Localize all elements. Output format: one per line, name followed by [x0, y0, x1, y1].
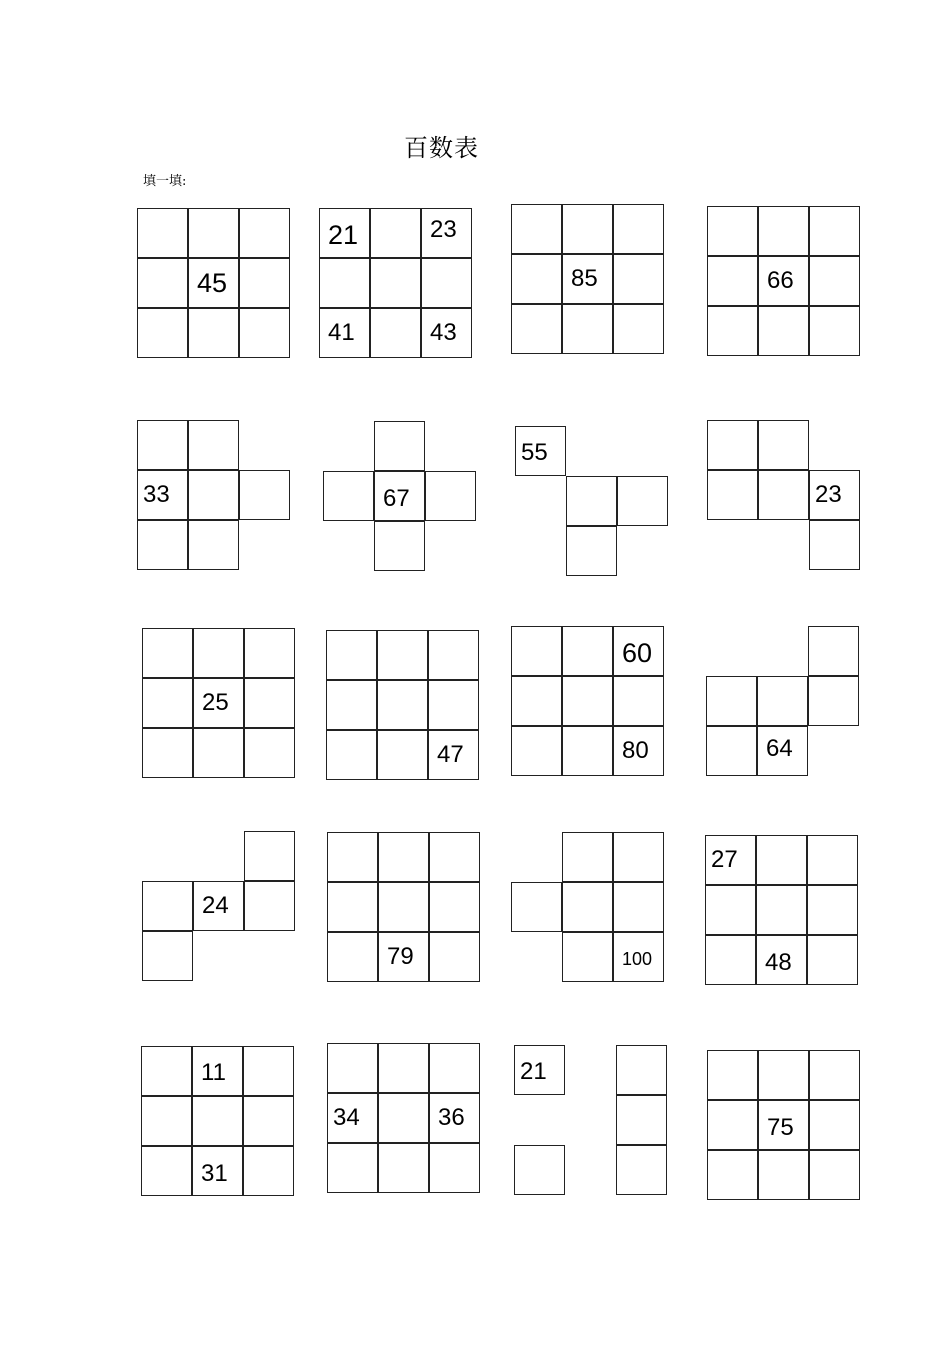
given-number: 64 [766, 735, 793, 762]
grid-cell[interactable] [188, 470, 239, 520]
given-number: 33 [143, 481, 170, 508]
grid-cell[interactable] [758, 206, 809, 256]
given-number: 23 [815, 481, 842, 508]
grid-cell[interactable] [137, 308, 188, 358]
grid-cell[interactable] [707, 1050, 758, 1100]
grid-cell[interactable] [616, 1045, 667, 1095]
grid-cell[interactable] [511, 676, 562, 726]
grid-cell[interactable] [141, 1096, 192, 1146]
instruction-text: 填一填: [143, 174, 187, 189]
grid-cell[interactable] [244, 628, 295, 678]
grid-cell[interactable] [141, 1046, 192, 1096]
grid-cell[interactable] [188, 308, 239, 358]
grid-cell[interactable] [707, 306, 758, 356]
grid-cell[interactable] [239, 258, 290, 308]
grid-cell[interactable] [327, 882, 378, 932]
grid-cell[interactable] [378, 1093, 429, 1143]
grid-cell[interactable] [327, 1143, 378, 1193]
grid-cell[interactable] [706, 676, 757, 726]
grid-cell[interactable] [613, 882, 664, 932]
page-title: 百数表 [404, 134, 479, 162]
grid-cell[interactable] [428, 630, 479, 680]
grid-cell[interactable] [707, 206, 758, 256]
grid-cell[interactable] [327, 932, 378, 982]
given-number: 24 [202, 892, 229, 919]
given-number: 23 [430, 216, 457, 243]
grid-cell[interactable] [137, 420, 188, 470]
grid-cell[interactable] [566, 526, 617, 576]
grid-cell[interactable] [378, 832, 429, 882]
grid-cell[interactable] [188, 208, 239, 258]
grid-cell[interactable] [809, 206, 860, 256]
given-number: 66 [767, 267, 794, 294]
grid-cell[interactable] [809, 1100, 860, 1150]
grid-cell[interactable] [141, 1146, 192, 1196]
given-number: 11 [201, 1059, 226, 1086]
grid-cell[interactable] [244, 831, 295, 881]
given-number: 27 [711, 846, 738, 873]
grid-cell[interactable] [428, 680, 479, 730]
grid-cell[interactable] [613, 254, 664, 304]
given-number: 45 [197, 268, 228, 298]
given-number: 75 [767, 1114, 794, 1141]
grid-cell[interactable] [511, 304, 562, 354]
grid-cell[interactable] [425, 471, 476, 521]
given-number: 21 [520, 1058, 547, 1085]
grid-cell[interactable] [239, 308, 290, 358]
grid-cell[interactable] [239, 208, 290, 258]
grid-cell[interactable] [758, 306, 809, 356]
grid-cell[interactable] [188, 420, 239, 470]
grid-cell[interactable] [562, 676, 613, 726]
given-number: 47 [437, 741, 464, 768]
grid-cell[interactable] [613, 832, 664, 882]
grid-cell[interactable] [616, 1145, 667, 1195]
grid-cell[interactable] [566, 476, 617, 526]
grid-cell[interactable] [511, 204, 562, 254]
grid-cell[interactable] [193, 728, 244, 778]
grid-cell[interactable] [808, 676, 859, 726]
grid-cell[interactable] [374, 421, 425, 471]
grid-cell[interactable] [707, 1100, 758, 1150]
grid-cell[interactable] [429, 882, 480, 932]
grid-cell[interactable] [707, 256, 758, 306]
grid-cell[interactable] [707, 420, 758, 470]
given-number: 100 [622, 949, 653, 969]
grid-cell[interactable] [137, 520, 188, 570]
given-number: 55 [521, 439, 548, 466]
grid-cell[interactable] [326, 730, 377, 780]
grid-cell[interactable] [613, 304, 664, 354]
grid-cell[interactable] [809, 1150, 860, 1200]
grid-cell[interactable] [370, 308, 421, 358]
given-number: 67 [383, 485, 410, 512]
grid-cell[interactable] [562, 832, 613, 882]
given-number: 21 [328, 220, 359, 250]
given-number: 25 [202, 689, 229, 716]
grid-cell[interactable] [807, 885, 858, 935]
grid-cell[interactable] [370, 208, 421, 258]
grid-cell[interactable] [192, 1096, 243, 1146]
grid-cell[interactable] [421, 258, 472, 308]
grid-cell[interactable] [511, 726, 562, 776]
grid-cell[interactable] [319, 258, 370, 308]
grid-cell[interactable] [562, 304, 613, 354]
grid-cell[interactable] [562, 626, 613, 676]
grid-cell[interactable] [429, 1143, 480, 1193]
given-number: 79 [387, 943, 414, 970]
given-number: 60 [622, 638, 653, 668]
given-number: 80 [622, 737, 649, 764]
given-number: 41 [328, 319, 355, 346]
grid-cell[interactable] [808, 626, 859, 676]
grid-cell[interactable] [137, 208, 188, 258]
grid-cell[interactable] [757, 676, 808, 726]
grid-cell[interactable] [374, 521, 425, 571]
grid-cell[interactable] [142, 628, 193, 678]
grid-cell[interactable] [809, 520, 860, 570]
grid-cell[interactable] [511, 626, 562, 676]
grid-cell[interactable] [142, 881, 193, 931]
grid-cell[interactable] [244, 678, 295, 728]
given-number: 34 [333, 1104, 360, 1131]
grid-cell[interactable] [243, 1046, 294, 1096]
grid-cell[interactable] [378, 1043, 429, 1093]
grid-cell[interactable] [809, 306, 860, 356]
given-number: 48 [765, 949, 792, 976]
given-number: 36 [438, 1104, 465, 1131]
grid-cell[interactable] [756, 835, 807, 885]
grid-cell[interactable] [562, 882, 613, 932]
grid-cell[interactable] [327, 1043, 378, 1093]
grid-cell[interactable] [707, 470, 758, 520]
given-number: 43 [430, 319, 457, 346]
grid-cell[interactable] [377, 680, 428, 730]
grid-cell[interactable] [758, 1150, 809, 1200]
grid-cell[interactable] [807, 835, 858, 885]
grid-cell[interactable] [511, 882, 562, 932]
grid-cell[interactable] [326, 630, 377, 680]
grid-cell[interactable] [809, 256, 860, 306]
given-number: 85 [571, 265, 598, 292]
grid-cell[interactable] [514, 1145, 565, 1195]
grid-cell[interactable] [243, 1096, 294, 1146]
grid-cell[interactable] [327, 832, 378, 882]
given-number: 31 [201, 1160, 228, 1187]
grid-cell[interactable] [511, 254, 562, 304]
grid-cell[interactable] [705, 935, 756, 985]
grid-cell[interactable] [323, 471, 374, 521]
grid-cell[interactable] [613, 676, 664, 726]
grid-cell[interactable] [193, 628, 244, 678]
grid-cell[interactable] [378, 882, 429, 932]
grid-cell[interactable] [244, 728, 295, 778]
grid-cell[interactable] [756, 885, 807, 935]
grid-cell[interactable] [809, 1050, 860, 1100]
grid-cell[interactable] [239, 470, 290, 520]
grid-cell[interactable] [142, 728, 193, 778]
grid-cell[interactable] [142, 931, 193, 981]
grid-cell[interactable] [807, 935, 858, 985]
grid-cell[interactable] [142, 678, 193, 728]
grid-cell[interactable] [758, 420, 809, 470]
grid-cell[interactable] [758, 1050, 809, 1100]
grid-cell[interactable] [370, 258, 421, 308]
grid-cell[interactable] [562, 932, 613, 982]
grid-cell[interactable] [707, 1150, 758, 1200]
grid-cell[interactable] [429, 932, 480, 982]
grid-cell[interactable] [706, 726, 757, 776]
grid-cell[interactable] [617, 476, 668, 526]
grid-cell[interactable] [562, 204, 613, 254]
grid-cell[interactable] [613, 204, 664, 254]
grid-cell[interactable] [244, 881, 295, 931]
grid-cell[interactable] [326, 680, 377, 730]
grid-cell[interactable] [616, 1095, 667, 1145]
grid-cell[interactable] [377, 630, 428, 680]
grid-cell[interactable] [705, 885, 756, 935]
grid-cell[interactable] [562, 726, 613, 776]
grid-cell[interactable] [429, 832, 480, 882]
grid-cell[interactable] [243, 1146, 294, 1196]
grid-cell[interactable] [429, 1043, 480, 1093]
grid-cell[interactable] [377, 730, 428, 780]
grid-cell[interactable] [188, 520, 239, 570]
grid-cell[interactable] [378, 1143, 429, 1193]
grid-cell[interactable] [137, 258, 188, 308]
grid-cell[interactable] [758, 470, 809, 520]
